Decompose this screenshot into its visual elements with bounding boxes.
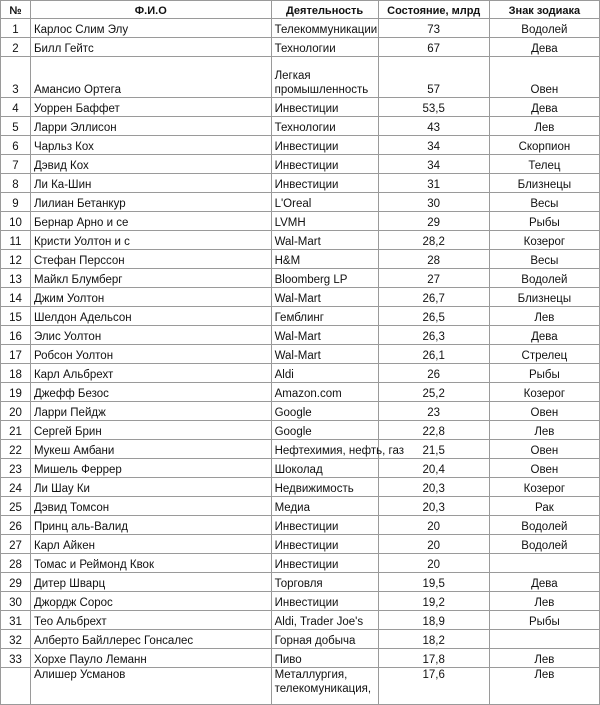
net-worth: 17,6	[378, 668, 489, 705]
zodiac-sign: Козерог	[489, 231, 599, 250]
row-number: 8	[1, 174, 31, 193]
row-number: 23	[1, 459, 31, 478]
net-worth: 67	[378, 38, 489, 57]
net-worth: 26,5	[378, 307, 489, 326]
net-worth: 19,5	[378, 573, 489, 592]
table-row	[1, 19, 600, 38]
zodiac-sign: Стрелец	[489, 345, 599, 364]
activity: Wal-Mart	[271, 326, 378, 345]
person-name: Карлос Слим Элу	[30, 19, 271, 38]
table-row	[1, 364, 600, 383]
activity: Инвестиции	[271, 136, 378, 155]
activity: Инвестиции	[271, 174, 378, 193]
table-row	[1, 573, 600, 592]
person-name: Дэвид Томсон	[30, 497, 271, 516]
activity: Нефтехимия, нефть, газ	[271, 440, 378, 459]
table-row	[1, 345, 600, 364]
activity: Телекоммуникации	[271, 19, 378, 38]
net-worth: 26,3	[378, 326, 489, 345]
table-row	[1, 307, 600, 326]
table-body	[1, 19, 600, 705]
table-row	[1, 57, 600, 98]
row-number: 17	[1, 345, 31, 364]
net-worth: 20,3	[378, 497, 489, 516]
zodiac-sign: Водолей	[489, 535, 599, 554]
person-name: Уоррен Баффет	[30, 98, 271, 117]
row-number: 13	[1, 269, 31, 288]
table-row	[1, 554, 600, 573]
person-name: Ларри Пейдж	[30, 402, 271, 421]
zodiac-sign: Рыбы	[489, 611, 599, 630]
row-number: 16	[1, 326, 31, 345]
table-row	[1, 440, 600, 459]
activity: Технологии	[271, 38, 378, 57]
zodiac-sign: Весы	[489, 193, 599, 212]
zodiac-sign: Овен	[489, 459, 599, 478]
header-worth: Состояние, млрд	[378, 1, 489, 19]
activity: Технологии	[271, 117, 378, 136]
row-number: 30	[1, 592, 31, 611]
activity: LVMH	[271, 212, 378, 231]
zodiac-sign: Рак	[489, 497, 599, 516]
activity: Wal-Mart	[271, 231, 378, 250]
net-worth: 73	[378, 19, 489, 38]
net-worth: 31	[378, 174, 489, 193]
zodiac-sign: Водолей	[489, 19, 599, 38]
zodiac-sign: Рыбы	[489, 212, 599, 231]
table-row	[1, 269, 600, 288]
table-row	[1, 535, 600, 554]
row-number: 5	[1, 117, 31, 136]
person-name: Томас и Реймонд Квок	[30, 554, 271, 573]
net-worth: 34	[378, 155, 489, 174]
person-name: Чарльз Кох	[30, 136, 271, 155]
header-zodiac: Знак зодиака	[489, 1, 599, 19]
net-worth: 20	[378, 554, 489, 573]
table-row	[1, 98, 600, 117]
table-row	[1, 611, 600, 630]
table-row	[1, 478, 600, 497]
activity: Легкая промышленность	[271, 57, 378, 98]
person-name: Алберто Байллерес Гонсалес	[30, 630, 271, 649]
zodiac-sign: Овен	[489, 57, 599, 98]
person-name: Алишер Усманов	[30, 668, 271, 705]
zodiac-sign: Дева	[489, 326, 599, 345]
table-row	[1, 668, 600, 705]
row-number: 22	[1, 440, 31, 459]
row-number: 27	[1, 535, 31, 554]
zodiac-sign: Овен	[489, 440, 599, 459]
row-number: 4	[1, 98, 31, 117]
row-number: 32	[1, 630, 31, 649]
row-number: 2	[1, 38, 31, 57]
net-worth: 25,2	[378, 383, 489, 402]
table-row	[1, 402, 600, 421]
row-number: 24	[1, 478, 31, 497]
table-row	[1, 193, 600, 212]
header-row	[1, 1, 600, 19]
net-worth: 26	[378, 364, 489, 383]
header-activity: Деятельность	[271, 1, 378, 19]
activity: Металлургия, телекомуникация,	[271, 668, 378, 705]
net-worth: 28,2	[378, 231, 489, 250]
row-number: 25	[1, 497, 31, 516]
net-worth: 21,5	[378, 440, 489, 459]
row-number: 19	[1, 383, 31, 402]
person-name: Бернар Арно и се	[30, 212, 271, 231]
header-number: №	[1, 1, 31, 19]
person-name: Майкл Блумберг	[30, 269, 271, 288]
table-row	[1, 516, 600, 535]
person-name: Дитер Шварц	[30, 573, 271, 592]
net-worth: 26,1	[378, 345, 489, 364]
row-number	[1, 668, 31, 705]
net-worth: 20	[378, 535, 489, 554]
person-name: Ларри Эллисон	[30, 117, 271, 136]
table-row	[1, 649, 600, 668]
row-number: 33	[1, 649, 31, 668]
table-row	[1, 117, 600, 136]
activity: Инвестиции	[271, 155, 378, 174]
activity: Aldi, Trader Joe's	[271, 611, 378, 630]
zodiac-sign: Водолей	[489, 516, 599, 535]
person-name: Робсон Уолтон	[30, 345, 271, 364]
person-name: Лилиан Бетанкур	[30, 193, 271, 212]
activity: Инвестиции	[271, 554, 378, 573]
person-name: Дэвид Кох	[30, 155, 271, 174]
zodiac-sign: Телец	[489, 155, 599, 174]
zodiac-sign: Водолей	[489, 269, 599, 288]
table-row	[1, 212, 600, 231]
net-worth: 18,2	[378, 630, 489, 649]
activity: Aldi	[271, 364, 378, 383]
net-worth: 20	[378, 516, 489, 535]
activity: Google	[271, 402, 378, 421]
table-row	[1, 231, 600, 250]
row-number: 21	[1, 421, 31, 440]
zodiac-sign: Лев	[489, 421, 599, 440]
zodiac-sign: Рыбы	[489, 364, 599, 383]
zodiac-sign	[489, 630, 599, 649]
person-name: Карл Айкен	[30, 535, 271, 554]
person-name: Стефан Перссон	[30, 250, 271, 269]
activity: Шоколад	[271, 459, 378, 478]
person-name: Ли Ка-Шин	[30, 174, 271, 193]
activity: Гемблинг	[271, 307, 378, 326]
net-worth: 43	[378, 117, 489, 136]
row-number: 18	[1, 364, 31, 383]
row-number: 11	[1, 231, 31, 250]
zodiac-sign: Козерог	[489, 478, 599, 497]
zodiac-sign: Лев	[489, 117, 599, 136]
zodiac-sign: Весы	[489, 250, 599, 269]
table-row	[1, 250, 600, 269]
row-number: 28	[1, 554, 31, 573]
activity: H&M	[271, 250, 378, 269]
row-number: 15	[1, 307, 31, 326]
row-number: 31	[1, 611, 31, 630]
table-row	[1, 38, 600, 57]
net-worth: 18,9	[378, 611, 489, 630]
table-row	[1, 459, 600, 478]
person-name: Кристи Уолтон и с	[30, 231, 271, 250]
zodiac-sign: Лев	[489, 668, 599, 705]
table-row	[1, 630, 600, 649]
net-worth: 34	[378, 136, 489, 155]
activity: Пиво	[271, 649, 378, 668]
table-row	[1, 326, 600, 345]
row-number: 9	[1, 193, 31, 212]
net-worth: 23	[378, 402, 489, 421]
net-worth: 22,8	[378, 421, 489, 440]
net-worth: 17,8	[378, 649, 489, 668]
net-worth: 29	[378, 212, 489, 231]
person-name: Джордж Сорос	[30, 592, 271, 611]
table-row	[1, 592, 600, 611]
person-name: Сергей Брин	[30, 421, 271, 440]
person-name: Хорхе Пауло Леманн	[30, 649, 271, 668]
activity: Горная добыча	[271, 630, 378, 649]
person-name: Мишель Феррер	[30, 459, 271, 478]
zodiac-sign: Дева	[489, 573, 599, 592]
activity: Медиа	[271, 497, 378, 516]
person-name: Тео Альбрехт	[30, 611, 271, 630]
row-number: 10	[1, 212, 31, 231]
activity: L'Oreal	[271, 193, 378, 212]
person-name: Элис Уолтон	[30, 326, 271, 345]
zodiac-sign: Дева	[489, 98, 599, 117]
person-name: Джим Уолтон	[30, 288, 271, 307]
zodiac-sign: Козерог	[489, 383, 599, 402]
activity: Wal-Mart	[271, 288, 378, 307]
person-name: Джефф Безос	[30, 383, 271, 402]
person-name: Ли Шау Ки	[30, 478, 271, 497]
net-worth: 27	[378, 269, 489, 288]
zodiac-sign: Близнецы	[489, 174, 599, 193]
activity: Инвестиции	[271, 592, 378, 611]
net-worth: 19,2	[378, 592, 489, 611]
row-number: 20	[1, 402, 31, 421]
row-number: 12	[1, 250, 31, 269]
person-name: Амансио Ортега	[30, 57, 271, 98]
person-name: Принц аль-Валид	[30, 516, 271, 535]
table-row	[1, 136, 600, 155]
row-number: 29	[1, 573, 31, 592]
net-worth: 28	[378, 250, 489, 269]
zodiac-sign: Овен	[489, 402, 599, 421]
row-number: 26	[1, 516, 31, 535]
row-number: 3	[1, 57, 31, 98]
activity: Инвестиции	[271, 98, 378, 117]
activity: Торговля	[271, 573, 378, 592]
person-name: Мукеш Амбани	[30, 440, 271, 459]
row-number: 1	[1, 19, 31, 38]
zodiac-sign: Дева	[489, 38, 599, 57]
activity: Amazon.com	[271, 383, 378, 402]
zodiac-sign	[489, 554, 599, 573]
table-row	[1, 383, 600, 402]
row-number: 14	[1, 288, 31, 307]
activity: Bloomberg LP	[271, 269, 378, 288]
activity: Google	[271, 421, 378, 440]
activity: Wal-Mart	[271, 345, 378, 364]
person-name: Карл Альбрехт	[30, 364, 271, 383]
zodiac-sign: Лев	[489, 592, 599, 611]
net-worth: 30	[378, 193, 489, 212]
net-worth: 57	[378, 57, 489, 98]
zodiac-sign: Лев	[489, 307, 599, 326]
table-row	[1, 288, 600, 307]
table-row	[1, 155, 600, 174]
table-row	[1, 421, 600, 440]
table-row	[1, 497, 600, 516]
header-name: Ф.И.О	[30, 1, 271, 19]
net-worth: 53,5	[378, 98, 489, 117]
person-name: Билл Гейтс	[30, 38, 271, 57]
zodiac-sign: Близнецы	[489, 288, 599, 307]
row-number: 7	[1, 155, 31, 174]
net-worth: 20,4	[378, 459, 489, 478]
activity: Недвижимость	[271, 478, 378, 497]
person-name: Шелдон Адельсон	[30, 307, 271, 326]
activity: Инвестиции	[271, 516, 378, 535]
zodiac-sign: Лев	[489, 649, 599, 668]
row-number: 6	[1, 136, 31, 155]
activity: Инвестиции	[271, 535, 378, 554]
net-worth: 20,3	[378, 478, 489, 497]
table-row	[1, 174, 600, 193]
net-worth: 26,7	[378, 288, 489, 307]
zodiac-sign: Скорпион	[489, 136, 599, 155]
